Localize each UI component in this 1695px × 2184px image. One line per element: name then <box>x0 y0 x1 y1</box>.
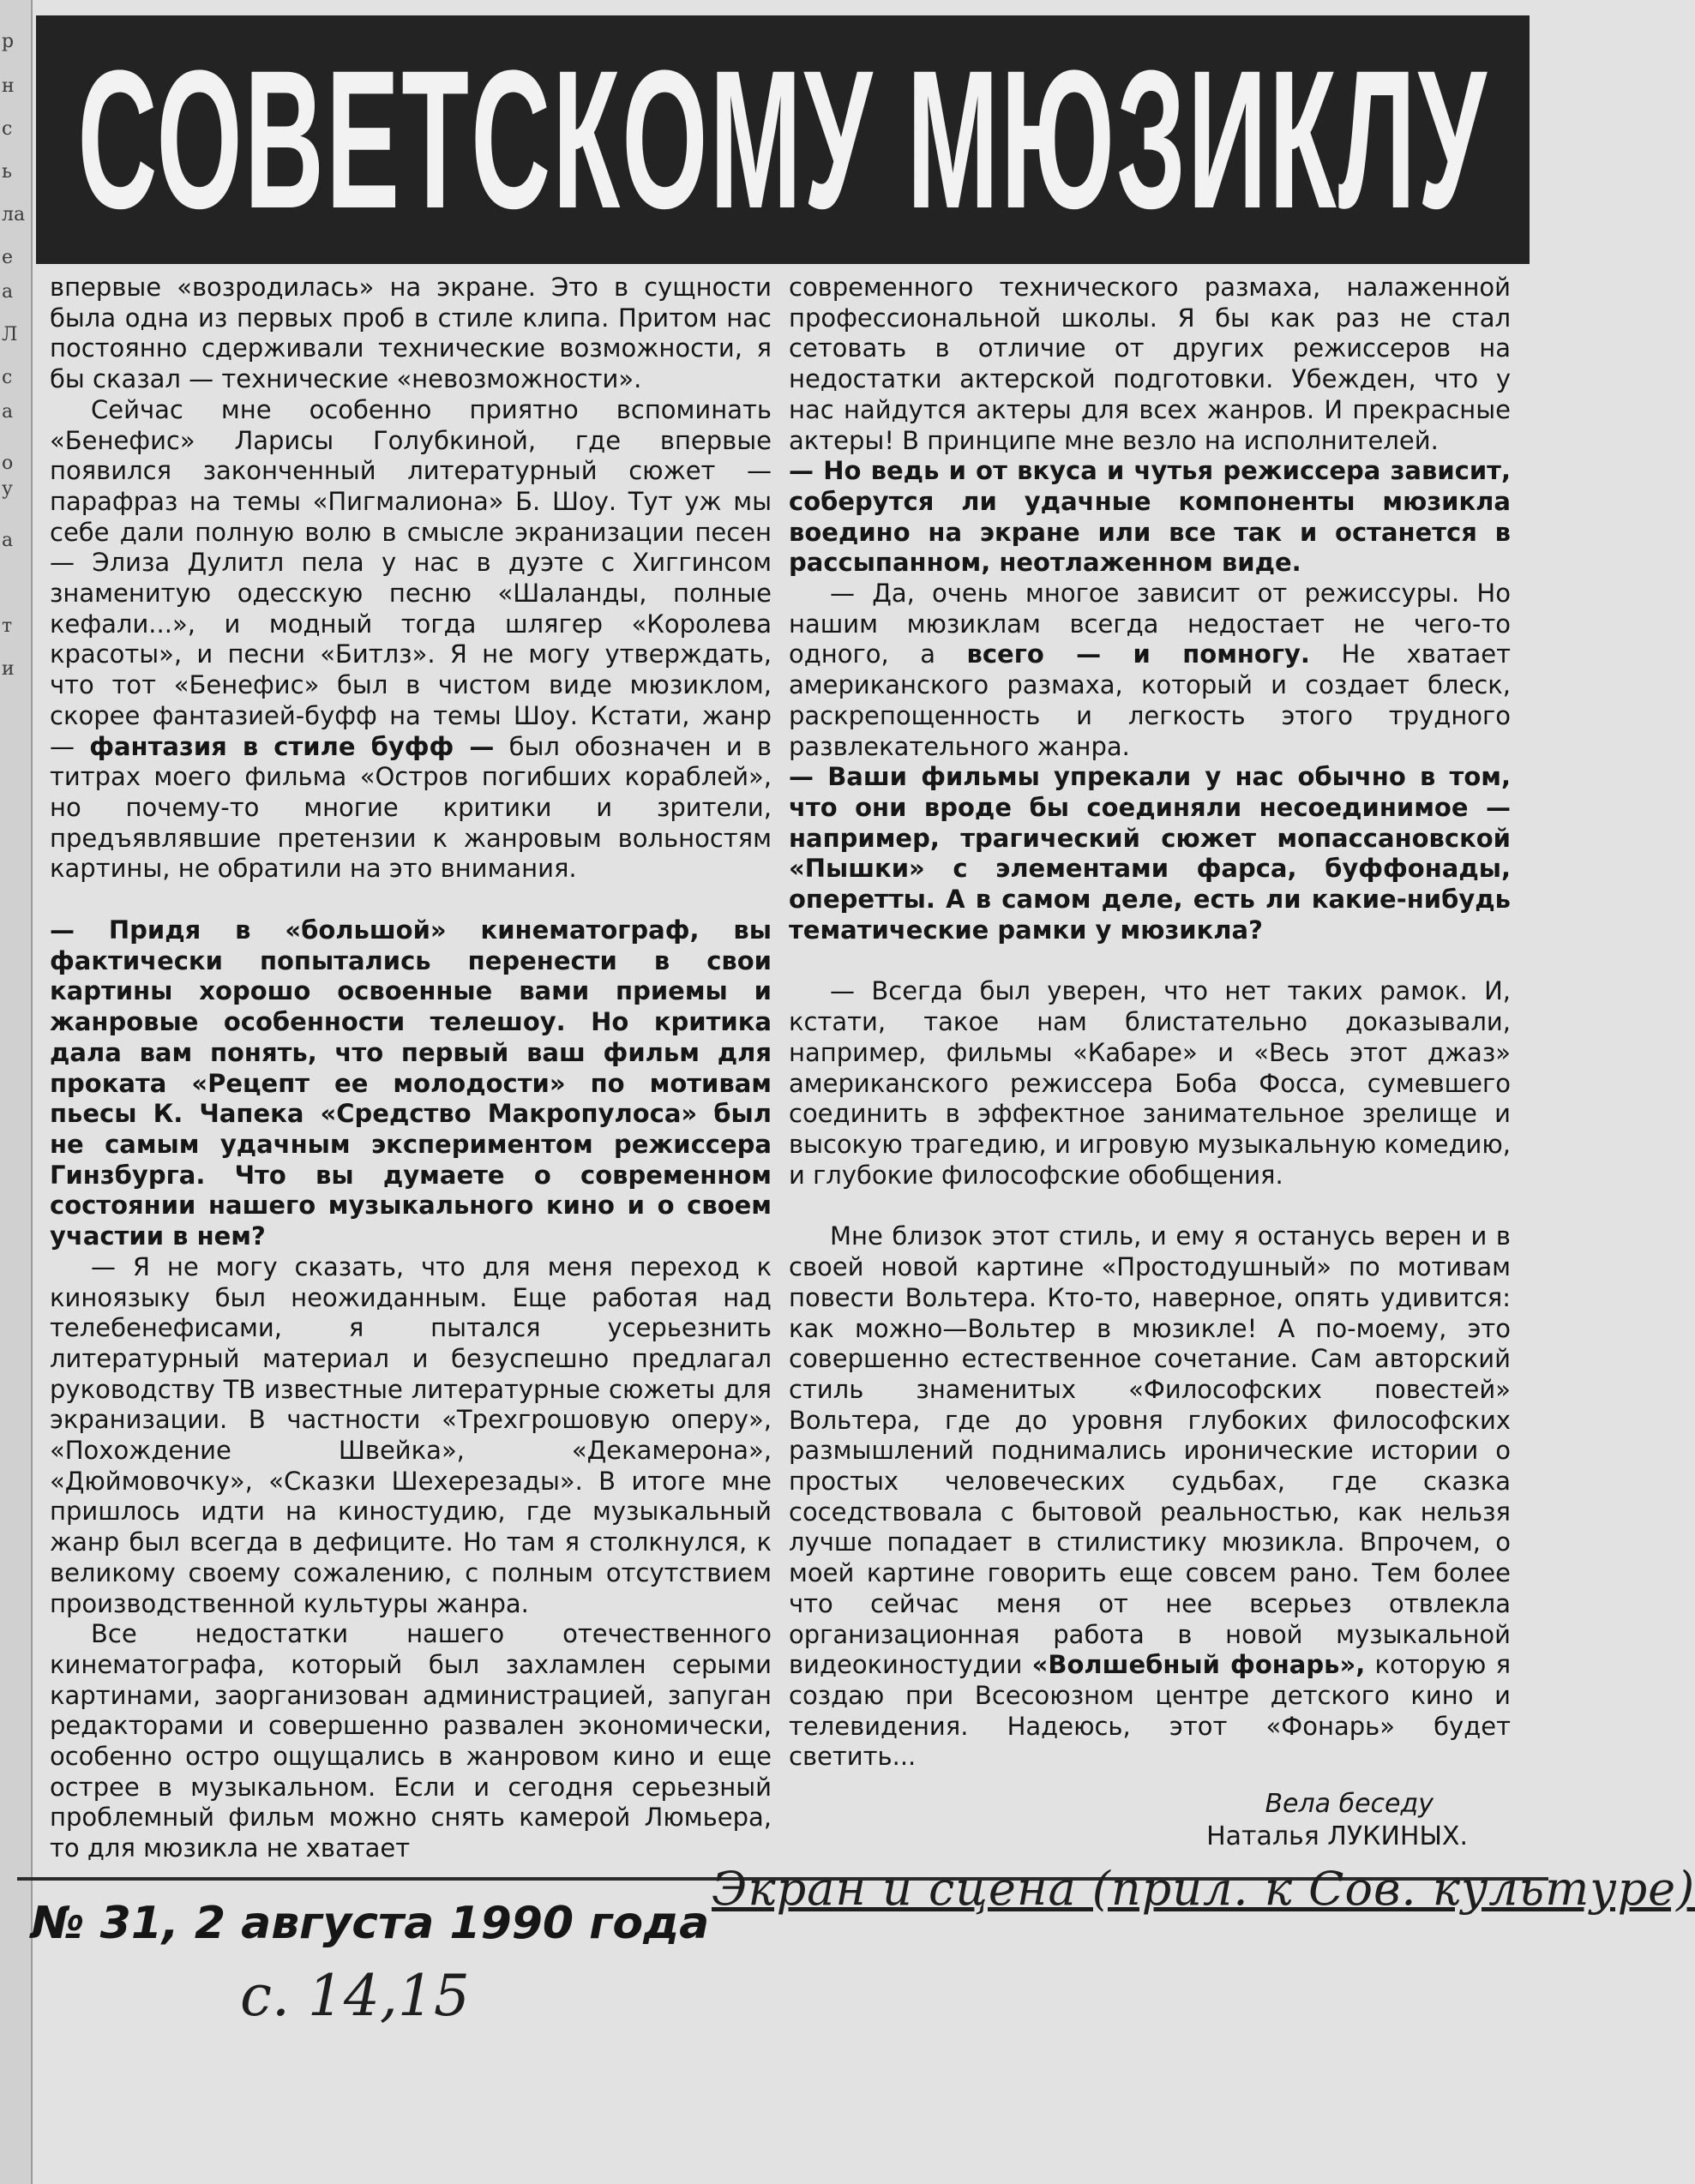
signature <box>789 1788 1511 1853</box>
headline-banner <box>36 15 1530 264</box>
right-para-final: Мне близок этот стиль, и ему я останусь верен и в своей новой картине «Простодушный» по мотивам повести Вольтера. Кто-то, наверное, опять удивится: как можно—Вольтер в мюзикле! А по-моему, это совершенно естественное сочетание. Сам авторский стиль знаменитых «Философских повестей» Вольтера, где до уровня глубоких философских размышлений поднимались иронические истории о простых человеческих судьбах, где сказка соседствовала с бытовой реальностью, как нельзя лучше попадает в стилистику мюзикла. Впрочем, о моей картине говорить еще совсем рано. Тем более что сейчас меня от нее всерьез отвлекла организационная работа в новой музыкальной видеокиностудии «Волшебный фонарь», которую я создаю при Всесоюзном центре детского кино и телевидения. Надеюсь, этот «Фонарь» будет светить... <box>789 1221 1512 1772</box>
right-para-1: современного технического размаха, налаженной профессиональной школы. Я бы как раз не стал сетовать в отличие от других режиссеров на недостатки актерской подготовки. Убежден, что у нас найдутся актеры для всех жанров. И прекрасные актеры! В принципе мне везло на исполнителей. <box>789 273 1511 455</box>
left-para-1: впервые «возродилась» на экране. Это в сущности была одна из первых проб в стиле клипа. Притом нас постоянно сдерживали технические возможности, я бы сказал — технические «невозможности». <box>50 273 772 394</box>
left-column <box>50 273 772 1864</box>
interviewer-question-3: — Ваши фильмы упрекали у нас обычно в том, что они вроде бы соединяли несоединимое — например, трагический сюжет мопассановской «Пышки» с элементами фарса, буффонады, оперетты. А в самом деле, есть ли какие-нибудь тематические рамки у мюзикла? <box>789 762 1511 945</box>
scan-edge <box>0 0 33 2184</box>
left-para-2: Сейчас мне особенно приятно вспоминать «Бенефис» Ларисы Голубкиной, где впервые появился законченный литературный сюжет — парафраз на темы «Пигмалиона» Б. Шоу. Тут уж мы себе дали полную волю в смысле экранизации песен — Элиза Дулитл пела у нас в дуэте с Хиггинсом знаменитую одесскую песню «Шаланды, полные кефали...», и модный тогда шлягер «Королева красоты», и песни «Битлз». Я не могу утверждать, что тот «Бенефис» был в чистом виде мюзиклом, скорее фантазией-буфф на темы Шоу. Кстати, жанр — фантазия в стиле буфф — был обозначен и в титрах моего фильма «Остров погибших кораблей», но почему-то многие критики и зрители, предъявлявшие претензии к жанровым вольностям картины, не обратили на это внимания. <box>50 394 772 884</box>
signature-line-1: Вела беседу <box>1265 1789 1434 1820</box>
handwritten-pages-note: с. 14,15 <box>240 1963 470 2029</box>
edge-fragment: Л <box>2 324 18 345</box>
right-para-answer-3: — Всегда был уверен, что нет таких рамок. И, кстати, такое нам блистательно доказывали, например, фильмы «Кабаре» и «Весь этот джаз» американского режиссера Боба Фосса, сумевшего соединить в эффектное занимательное зрелище и высокую трагедию, и игровую музыкальную комедию, и глубокие философские обобщения. <box>789 976 1511 1190</box>
edge-fragment: а <box>2 401 14 423</box>
edge-fragment: у <box>2 478 13 500</box>
edge-fragment: с <box>2 367 13 388</box>
interviewer-question-2: — Но ведь и от вкуса и чутья режиссера зависит, соберутся ли удачные компоненты мюзикла воедино на экране или все так и останется в рассыпанном, неотлаженном виде. <box>789 456 1511 578</box>
edge-fragment: с <box>2 118 13 140</box>
left-para-answer: — Я не могу сказать, что для меня переход к киноязыку был неожиданным. Еще работая над телебенефисами, я пытался усерьезнить литературный материал и безуспешно предлагал руководству ТВ известные литературные сюжеты для экранизации. В частности «Трехгрошовую оперу», «Похождение Швейка», «Декамерона», «Дюймовочку», «Сказки Шехерезады». В итоге мне пришлось идти на киностудию, где музыкальный жанр был всегда в дефиците. Но там я столкнулся, к великому своему сожалению, с полным отсутствием производственной культуры жанра. <box>50 1251 772 1618</box>
edge-fragment: н <box>2 75 15 97</box>
edge-fragment: и <box>2 658 15 680</box>
edge-fragment: е <box>2 247 14 268</box>
right-column <box>789 273 1511 1853</box>
handwritten-source-note: Экран и сцена (прил. к Сов. культуре) <box>712 1862 1695 1916</box>
edge-fragment: р <box>2 31 15 52</box>
right-para-answer-2: — Да, очень многое зависит от режиссуры. Но нашим мюзиклам всегда недостает не чего-то одного, а всего — и помногу. Не хватает американского размаха, который и создает блеск, раскрепощенность и легкость этого трудного развлекательного жанра. <box>789 579 1512 761</box>
edge-fragment: а <box>2 281 14 303</box>
headline-title: СОВЕТСКОМУ МЮЗИКЛУ <box>77 29 1488 249</box>
edge-fragment: а <box>2 530 14 551</box>
edge-fragment: ла <box>2 204 26 225</box>
left-para-4: Все недостатки нашего отечественного кинематографа, который был захламлен серыми картинами, заорганизован администрацией, запуган редакторами и совершенно развален экономически, особенно остро ощущались в жанровом кино и еще острее в музыкальном. Если и сегодня серьезный проблемный фильм можно снять камерой Люмьера, то для мюзикла не хватает <box>50 1619 772 1863</box>
signature-author: Наталья ЛУКИНЫХ. <box>1206 1821 1468 1852</box>
interviewer-question-1: — Придя в «большой» кинематограф, вы фактически попытались перенести в свои картины хорошо освоенные вами приемы и жанровые особенности телешоу. Но критика дала вам понять, что первый ваш фильм для проката «Рецепт ее молодости» по мотивам пьесы К. Чапека «Средство Макропулоса» был не самым удачным экспериментом режиссера Гинзбурга. Что вы думаете о современном состоянии нашего музыкального кино и о своем участии в нем? <box>50 915 772 1251</box>
edge-fragment: о <box>2 453 14 474</box>
issue-date: № 31, 2 августа 1990 года <box>31 1898 710 1949</box>
edge-fragment: т <box>2 615 13 637</box>
edge-fragment: ь <box>2 161 12 183</box>
